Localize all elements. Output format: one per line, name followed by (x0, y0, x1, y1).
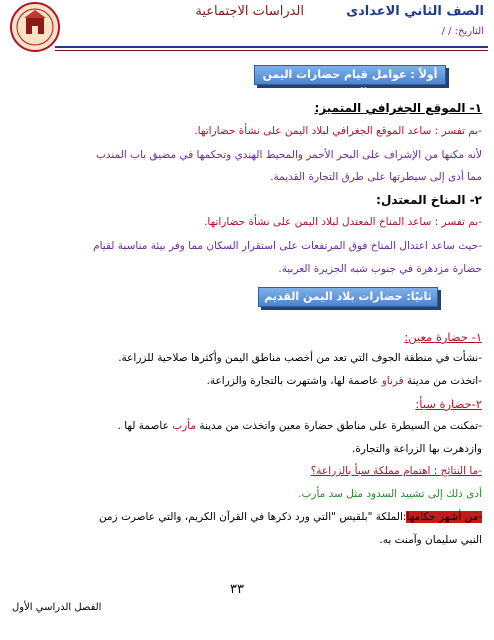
question-climate: -بم تفسر : ساعد المناخ المعتدل لبلاد اليمن على نشأة حضاراتها. (204, 216, 482, 228)
answer-location-line2: مما أدى إلى سيطرتها على طرق التجارة القديمة. (270, 171, 482, 183)
saba-rulers-text: :الملكة "بلقيس "التي ورد ذكرها في القرآن الكريم، والتي عاصرت زمن (98, 511, 407, 523)
header-divider-secondary (55, 50, 488, 51)
question-location: -بم تفسر : ساعد الموقع الجغرافي لبلاد اليمن على نشأة حضاراتها. (194, 125, 482, 137)
saba-p1-end: عاصمة لها . (117, 420, 173, 432)
saba-paragraph-2: وازدهرت بها الزراعة والتجارة. (352, 443, 482, 455)
question-saba-agriculture: -ما النتائج : اهتمام مملكة سبأ بالزراعة؟ (310, 465, 482, 477)
section1-heading-climate: ٢- المناخ المعتدل: (376, 193, 482, 207)
saba-p1-start: -تمكنت من السيطرة على مناطق حضارة معين واتخذت من مدينة (196, 420, 482, 432)
section1-heading-location: ١- الموقع الجغرافي المتميز: (314, 101, 482, 115)
answer-climate-line1: -حيث ساعد اعتدال المناخ فوق المرتفعات على استقرار السكان مما وفر بيئة مناسبة لقيام (93, 240, 482, 252)
answer-climate-line2: حضارة مزدهرة في جنوب شبه الجزيرة العربية. (278, 263, 482, 275)
maeen-paragraph-1: -نشأت في منطقة الجوف التي تعد من أخصب مناطق اليمن وأكثرها صلاحية للزراعة. (118, 352, 482, 364)
maeen-p2-end: عاصمة لها، واشتهرت بالتجارة والزراعة. (206, 375, 382, 387)
section2-heading-maeen: ١- حضارة معين: (404, 330, 482, 344)
header-divider (55, 46, 488, 48)
date-label: التاريخ: / / (441, 26, 484, 37)
section2-heading-saba: ٢-حضارة سبأ: (415, 397, 482, 411)
section2-banner: ثانيًا: حضارات بلاد اليمن القديم (258, 287, 438, 307)
school-emblem-icon (6, 0, 64, 56)
answer-location-line1: لأنه مكنها من الإشراف على البحر الأحمر والمحيط الهندي وتحكمها في مضيق باب المندب (96, 149, 482, 161)
subject-title: الدراسات الاجتماعية (195, 4, 304, 19)
saba-paragraph-1 (118, 420, 482, 432)
section1-banner: أولاً : عوامل قيام حضارات اليمن القديم (254, 65, 446, 85)
saba-rulers-paragraph (99, 511, 482, 523)
saba-rulers-highlight: -من أشهر حكامها (406, 511, 482, 523)
maeen-p2-start: -اتخذت من مدينة (403, 375, 482, 387)
grade-title: الصف الثاني الاعدادى (346, 4, 484, 19)
page-number: ٣٣ (230, 582, 244, 597)
saba-capital: مأرب (172, 420, 196, 432)
term-label: الفصل الدراسي الأول (12, 602, 102, 613)
maeen-paragraph-2 (207, 375, 482, 387)
saba-rulers-paragraph-2: النبي سليمان وآمنت به. (379, 534, 482, 546)
maeen-capital: قرناو (381, 375, 404, 387)
answer-saba-agriculture: أدى ذلك إلى تشييد السدود مثل سد مأرب. (298, 488, 482, 500)
